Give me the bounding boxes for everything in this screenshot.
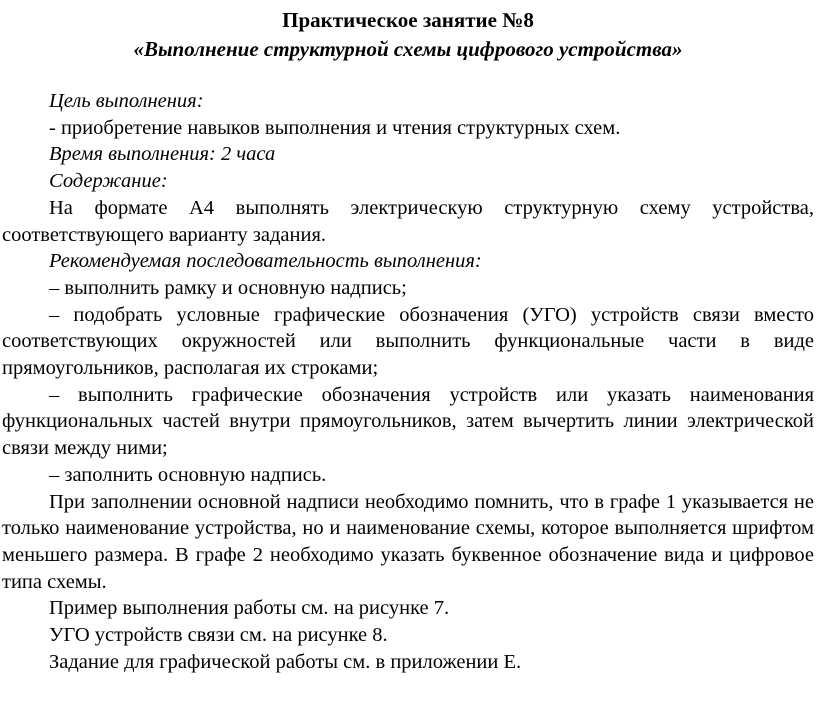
task-reference: Задание для графической работы см. в приложении Е.: [49, 650, 522, 673]
page-subtitle: «Выполнение структурной схемы цифрового устройства»: [133, 37, 683, 61]
document-body: [2, 88, 814, 675]
list-item: – подобрать условные графические обозначения (УГО) устройств связи вместо соответствующих окружностей или выполнить функциональные части в виде прямоугольников, располагая их строками;: [2, 303, 814, 380]
page-title: Практическое занятие №8: [282, 8, 534, 32]
time-label: Время выполнения: 2 часа: [49, 143, 276, 166]
note-paragraph: При заполнении основной надписи необходимо помнить, что в графе 1 указывается не только наименование устройства, но и наименование схемы, которое выполняется шрифтом меньшего размера. В графе 2 необходимо указать буквенное обозначение вида и цифровое типа схемы.: [2, 490, 814, 593]
contents-label: Содержание:: [49, 170, 168, 193]
list-item: – выполнить рамку и основную надпись;: [49, 276, 407, 299]
contents-text: На формате А4 выполнять электрическую структурную схему устройства, соответствующего варианту задания.: [2, 196, 814, 246]
list-item: – выполнить графические обозначения устройств или указать наименования функциональных частей внутри прямоугольников, затем вычертить линии электрической связи между ними;: [2, 383, 814, 460]
example-reference: Пример выполнения работы см. на рисунке 7.: [49, 597, 450, 620]
ugo-reference: УГО устройств связи см. на рисунке 8.: [49, 624, 388, 647]
list-item: – заполнить основную надпись.: [49, 463, 327, 486]
goal-text: - приобретение навыков выполнения и чтения структурных схем.: [49, 116, 621, 139]
sequence-label: Рекомендуемая последовательность выполнения:: [49, 250, 482, 273]
goal-label: Цель выполнения:: [49, 90, 204, 112]
